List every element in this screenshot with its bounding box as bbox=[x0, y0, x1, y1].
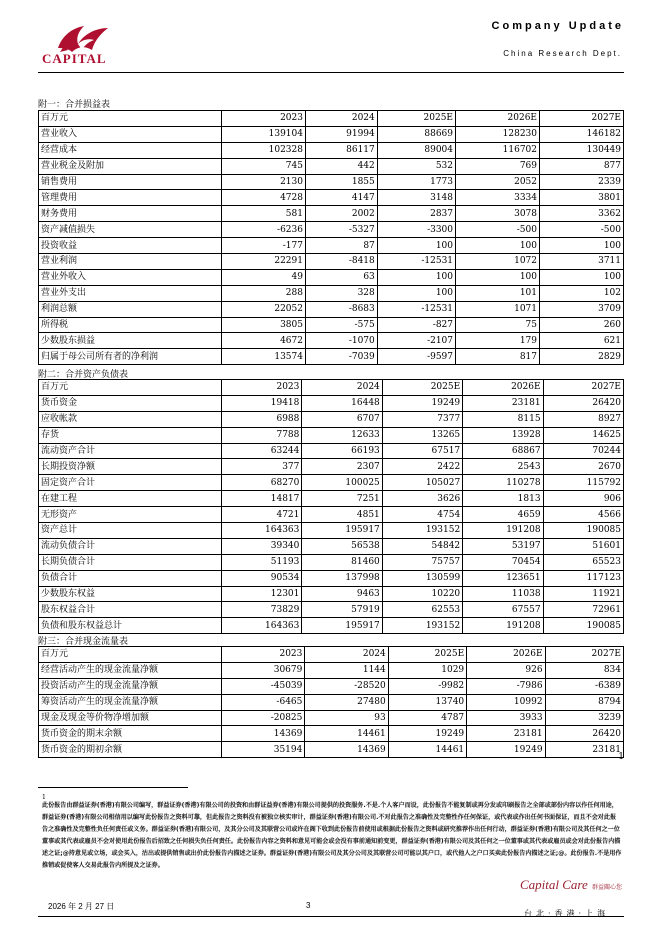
row-label: 营业外收入 bbox=[39, 269, 222, 285]
table-cell: 19249 bbox=[467, 742, 545, 758]
table-row bbox=[39, 238, 624, 254]
table-cell: -12531 bbox=[377, 254, 455, 270]
table-row bbox=[39, 254, 624, 270]
table-cell: 2422 bbox=[382, 459, 462, 475]
header-divider bbox=[38, 72, 624, 73]
table-cell: 4659 bbox=[463, 507, 543, 523]
year-header: 2023 bbox=[222, 111, 306, 127]
table-cell: 88669 bbox=[377, 126, 455, 142]
table-cell: 4672 bbox=[222, 333, 306, 349]
row-label: 经营活动产生的现金流量净额 bbox=[39, 662, 222, 678]
table-cell: 105027 bbox=[382, 475, 462, 491]
cash-flow-title: 附三：合并现金流量表 bbox=[38, 637, 129, 647]
table-cell: 123651 bbox=[463, 570, 543, 586]
table-cell: 2837 bbox=[377, 206, 455, 222]
table-cell: 49 bbox=[222, 269, 306, 285]
table-cell: -6236 bbox=[222, 222, 306, 238]
table-cell: 65523 bbox=[543, 554, 623, 570]
table-cell: -28520 bbox=[305, 678, 388, 694]
table-cell: 110278 bbox=[463, 475, 543, 491]
year-header: 2026E bbox=[456, 111, 540, 127]
table-cell: 195917 bbox=[302, 523, 382, 539]
row-label: 投资活动产生的现金流量净额 bbox=[39, 678, 222, 694]
table-cell: 70454 bbox=[463, 554, 543, 570]
table-cell: 13928 bbox=[463, 427, 543, 443]
table-row bbox=[39, 710, 624, 726]
table-cell: 7251 bbox=[302, 491, 382, 507]
table-cell: -7986 bbox=[467, 678, 545, 694]
row-label: 归属于母公司所有者的净利润 bbox=[39, 349, 222, 365]
table-cell: 2670 bbox=[543, 459, 623, 475]
table-header-row bbox=[39, 111, 624, 127]
table-cell: 4721 bbox=[222, 507, 302, 523]
unit-label: 百万元 bbox=[39, 111, 222, 127]
table-cell: 834 bbox=[545, 662, 623, 678]
table-cell: 11038 bbox=[463, 586, 543, 602]
row-label: 货币资金 bbox=[39, 395, 222, 411]
table-cell: 906 bbox=[543, 491, 623, 507]
table-cell: -1070 bbox=[305, 333, 377, 349]
table-cell: 70244 bbox=[543, 443, 623, 459]
table-cell: 745 bbox=[222, 158, 306, 174]
table-cell: -9982 bbox=[388, 678, 466, 694]
table-cell: 3709 bbox=[540, 301, 624, 317]
table-row bbox=[39, 443, 624, 459]
table-cell: 10992 bbox=[467, 694, 545, 710]
table-row bbox=[39, 507, 624, 523]
table-cell: 532 bbox=[377, 158, 455, 174]
table-cell: -177 bbox=[222, 238, 306, 254]
table-cell: 14369 bbox=[222, 726, 305, 742]
table-cell: 1144 bbox=[305, 662, 388, 678]
unit-label: 百万元 bbox=[39, 647, 222, 663]
row-label: 营业外支出 bbox=[39, 285, 222, 301]
footer-divider bbox=[38, 916, 624, 917]
row-label: 营业收入 bbox=[39, 126, 222, 142]
table-cell: 877 bbox=[540, 158, 624, 174]
row-label: 长期投资净额 bbox=[39, 459, 222, 475]
footer-cities: 台北·香港·上海 bbox=[524, 909, 610, 918]
table-cell: 3078 bbox=[456, 206, 540, 222]
row-label: 财务费用 bbox=[39, 206, 222, 222]
balance-sheet-title: 附二：合并资产负债表 bbox=[38, 370, 129, 380]
table-cell: 27480 bbox=[305, 694, 388, 710]
table-cell: 2307 bbox=[302, 459, 382, 475]
table-cell: 146182 bbox=[540, 126, 624, 142]
table-cell: 13574 bbox=[222, 349, 306, 365]
table-cell: 2002 bbox=[305, 206, 377, 222]
table-cell: 100 bbox=[540, 269, 624, 285]
table-cell: 12633 bbox=[302, 427, 382, 443]
table-cell: 442 bbox=[305, 158, 377, 174]
table-row bbox=[39, 174, 624, 190]
table-cell: -12531 bbox=[377, 301, 455, 317]
table-row bbox=[39, 742, 624, 758]
unit-label: 百万元 bbox=[39, 380, 222, 396]
table-cell: 57919 bbox=[302, 602, 382, 618]
year-header: 2023 bbox=[222, 380, 302, 396]
table-cell: -6465 bbox=[222, 694, 305, 710]
table-cell: 193152 bbox=[382, 618, 462, 634]
row-label: 营业利润 bbox=[39, 254, 222, 270]
table-cell: 10220 bbox=[382, 586, 462, 602]
table-cell: 3805 bbox=[222, 317, 306, 333]
row-label: 资产总计 bbox=[39, 523, 222, 539]
table-row bbox=[39, 586, 624, 602]
table-cell: 581 bbox=[222, 206, 306, 222]
table-row bbox=[39, 158, 624, 174]
disclaimer-text: 此份报告由群益证券(香港)有限公司编写，群益证券(香港)有限公司的投资和由群证益券(香港)有限公司提供的投资服务.不是.个人客户而设，此份报告不能复制或再分发或印刷报告之全部或部份内容以作任何用途，群益证券(香港)有限公司相信用以编写此份报告之资料可靠，但此报告之资料没有被独立核实审计，群益证券(香港)有限公司.不对此报告之准确性及完整性作任何保证，或代表或作出任何书面保证，而且不会对此报告之准确性及完整性负任何责任或义务。群益证券(香港)有限公司，及其分公司及其联营公司或许在阁下收到此份报告前使用或根据此份报告之资料或研究推荐作出任何行动，群益证券(香港)有限公司及其任何之一位董事或其代表或雇员不会对使用此份报告后招致之任何损失负任何责任。此份报告内容之资料和意见可能会或会没有事前通知前变更，群益证券(香港)有限公司及其任何之一位董事或其代表或雇员或会对此份报告内描述之证;@持意见或立场，或会买入，沽出或提供销售或出价此份报告内描述之证券。群益证券(香港)有限公司及其分公司及其联营公司可能以其户口，或代他人之户口买卖此份报告内描述之证;@。此份报告.不是用作推销或促使客人交易此报告内所提及之证券。 bbox=[42, 802, 622, 869]
table-cell: -8418 bbox=[305, 254, 377, 270]
year-header: 2027E bbox=[543, 380, 623, 396]
table-header-row bbox=[39, 380, 624, 396]
table-row bbox=[39, 662, 624, 678]
table-row bbox=[39, 570, 624, 586]
table-cell: 86117 bbox=[305, 142, 377, 158]
table-cell: 14625 bbox=[543, 427, 623, 443]
table-cell: 769 bbox=[456, 158, 540, 174]
table-cell: 12301 bbox=[222, 586, 302, 602]
row-label: 投资收益 bbox=[39, 238, 222, 254]
table-cell: 260 bbox=[540, 317, 624, 333]
table-cell: 4787 bbox=[388, 710, 466, 726]
table-row bbox=[39, 333, 624, 349]
table-cell: 4147 bbox=[305, 190, 377, 206]
row-label: 固定资产合计 bbox=[39, 475, 222, 491]
row-label: 无形资产 bbox=[39, 507, 222, 523]
table-cell: 817 bbox=[456, 349, 540, 365]
table-cell: 101 bbox=[456, 285, 540, 301]
table-cell: 8115 bbox=[463, 411, 543, 427]
table-cell: 23181 bbox=[545, 742, 623, 758]
year-header: 2026E bbox=[467, 647, 545, 663]
table-cell: 3239 bbox=[545, 710, 623, 726]
table-cell: 30679 bbox=[222, 662, 305, 678]
year-header: 2025E bbox=[382, 380, 462, 396]
table-cell: 26420 bbox=[545, 726, 623, 742]
row-label: 少数股东损益 bbox=[39, 333, 222, 349]
table-header-row bbox=[39, 647, 624, 663]
table-row bbox=[39, 317, 624, 333]
row-label: 少数股东权益 bbox=[39, 586, 222, 602]
table-cell: 3933 bbox=[467, 710, 545, 726]
table-cell: 130599 bbox=[382, 570, 462, 586]
table-cell: 68270 bbox=[222, 475, 302, 491]
table-cell: 8927 bbox=[543, 411, 623, 427]
table-cell: 102328 bbox=[222, 142, 306, 158]
table-cell: 328 bbox=[305, 285, 377, 301]
table-cell: 3148 bbox=[377, 190, 455, 206]
table-cell: 4728 bbox=[222, 190, 306, 206]
table-cell: 19249 bbox=[382, 395, 462, 411]
row-label: 资产减值损失 bbox=[39, 222, 222, 238]
table-cell: 1773 bbox=[377, 174, 455, 190]
table-cell: -9597 bbox=[377, 349, 455, 365]
table-cell: 14461 bbox=[388, 742, 466, 758]
table-row bbox=[39, 554, 624, 570]
year-header: 2026E bbox=[463, 380, 543, 396]
table-row bbox=[39, 459, 624, 475]
header-title: Company Update bbox=[491, 20, 624, 32]
table-cell: 116702 bbox=[456, 142, 540, 158]
table-cell: 130449 bbox=[540, 142, 624, 158]
table-cell: -500 bbox=[456, 222, 540, 238]
table-cell: 191208 bbox=[463, 523, 543, 539]
table-cell: 62553 bbox=[382, 602, 462, 618]
table-cell: 100 bbox=[377, 238, 455, 254]
income-statement-title: 附一：合并损益表 bbox=[38, 100, 111, 110]
row-label: 流动资产合计 bbox=[39, 443, 222, 459]
row-label: 长期负债合计 bbox=[39, 554, 222, 570]
table-cell: 90534 bbox=[222, 570, 302, 586]
table-cell: 14461 bbox=[305, 726, 388, 742]
table-cell: 23181 bbox=[467, 726, 545, 742]
table-cell: 7788 bbox=[222, 427, 302, 443]
capital-care-tagline: 群益關心您 bbox=[592, 884, 623, 891]
year-header: 2025E bbox=[377, 111, 455, 127]
table-cell: 1813 bbox=[463, 491, 543, 507]
table-cell: 23181 bbox=[463, 395, 543, 411]
table-cell: -8683 bbox=[305, 301, 377, 317]
table-cell: 14817 bbox=[222, 491, 302, 507]
table-cell: 102 bbox=[540, 285, 624, 301]
table-cell: 164363 bbox=[222, 523, 302, 539]
table-cell: 926 bbox=[467, 662, 545, 678]
table-cell: -45039 bbox=[222, 678, 305, 694]
year-header: 2024 bbox=[305, 111, 377, 127]
table-row bbox=[39, 538, 624, 554]
balance-sheet-table bbox=[38, 379, 624, 634]
table-cell: 19418 bbox=[222, 395, 302, 411]
table-cell: 4851 bbox=[302, 507, 382, 523]
row-label: 货币资金的期初余额 bbox=[39, 742, 222, 758]
table-cell: 68867 bbox=[463, 443, 543, 459]
row-label: 现金及现金等价物净增加额 bbox=[39, 710, 222, 726]
cash-flow-table bbox=[38, 646, 624, 758]
footnote-divider bbox=[38, 787, 188, 788]
table-cell: 3626 bbox=[382, 491, 462, 507]
table-cell: 13740 bbox=[388, 694, 466, 710]
year-header: 2027E bbox=[545, 647, 623, 663]
footer-page-number: 3 bbox=[306, 901, 311, 910]
table-cell: 6707 bbox=[302, 411, 382, 427]
table-cell: 22052 bbox=[222, 301, 306, 317]
year-header: 2027E bbox=[540, 111, 624, 127]
year-header: 2023 bbox=[222, 647, 305, 663]
table-cell: 63 bbox=[305, 269, 377, 285]
table-row bbox=[39, 349, 624, 365]
table-cell: 2543 bbox=[463, 459, 543, 475]
table-row bbox=[39, 427, 624, 443]
table-row bbox=[39, 726, 624, 742]
table-row bbox=[39, 411, 624, 427]
row-label: 股东权益合计 bbox=[39, 602, 222, 618]
table-cell: 1071 bbox=[456, 301, 540, 317]
row-label: 负债合计 bbox=[39, 570, 222, 586]
table-cell: 51193 bbox=[222, 554, 302, 570]
table-cell: 190085 bbox=[543, 618, 623, 634]
table-cell: 67557 bbox=[463, 602, 543, 618]
table-cell: 190085 bbox=[543, 523, 623, 539]
table-cell: -7039 bbox=[305, 349, 377, 365]
footer-date: 2026 年 2 月 27 日 bbox=[48, 902, 115, 911]
table-row bbox=[39, 206, 624, 222]
table-row bbox=[39, 285, 624, 301]
table-cell: 139104 bbox=[222, 126, 306, 142]
table-cell: -500 bbox=[540, 222, 624, 238]
table-cell: 73829 bbox=[222, 602, 302, 618]
table-cell: 1072 bbox=[456, 254, 540, 270]
table-cell: 100 bbox=[377, 269, 455, 285]
table-cell: 2829 bbox=[540, 349, 624, 365]
table-cell: 35194 bbox=[222, 742, 305, 758]
year-header: 2024 bbox=[302, 380, 382, 396]
table-cell: 91994 bbox=[305, 126, 377, 142]
table-cell: 8794 bbox=[545, 694, 623, 710]
row-label: 货币资金的期末余额 bbox=[39, 726, 222, 742]
capital-care-logo: Capital Care bbox=[520, 877, 588, 892]
year-header: 2025E bbox=[388, 647, 466, 663]
table-cell: 13265 bbox=[382, 427, 462, 443]
table-cell: 81460 bbox=[302, 554, 382, 570]
table-row bbox=[39, 618, 624, 634]
table-cell: 63244 bbox=[222, 443, 302, 459]
table-row bbox=[39, 269, 624, 285]
table-cell: 39340 bbox=[222, 538, 302, 554]
table-cell: 11921 bbox=[543, 586, 623, 602]
table-cell: 2130 bbox=[222, 174, 306, 190]
table-cell: 67517 bbox=[382, 443, 462, 459]
table-cell: 3362 bbox=[540, 206, 624, 222]
table-row bbox=[39, 395, 624, 411]
table-cell: 193152 bbox=[382, 523, 462, 539]
table-row bbox=[39, 126, 624, 142]
row-label: 筹资活动产生的现金流量净额 bbox=[39, 694, 222, 710]
table-row bbox=[39, 491, 624, 507]
table-cell: 3801 bbox=[540, 190, 624, 206]
row-label: 经营成本 bbox=[39, 142, 222, 158]
table-cell: 2339 bbox=[540, 174, 624, 190]
table-cell: 7377 bbox=[382, 411, 462, 427]
table-cell: 19249 bbox=[388, 726, 466, 742]
table-cell: 100025 bbox=[302, 475, 382, 491]
table-row bbox=[39, 222, 624, 238]
table-cell: 377 bbox=[222, 459, 302, 475]
table-cell: -827 bbox=[377, 317, 455, 333]
table-cell: 2052 bbox=[456, 174, 540, 190]
table-cell: 9463 bbox=[302, 586, 382, 602]
table-cell: 117123 bbox=[543, 570, 623, 586]
table-cell: 1855 bbox=[305, 174, 377, 190]
table-cell: 115792 bbox=[543, 475, 623, 491]
table-cell: 93 bbox=[305, 710, 388, 726]
table-row bbox=[39, 694, 624, 710]
row-label: 存货 bbox=[39, 427, 222, 443]
row-label: 应收帐款 bbox=[39, 411, 222, 427]
table-cell: 6988 bbox=[222, 411, 302, 427]
year-header: 2024 bbox=[305, 647, 388, 663]
table-cell: -5327 bbox=[305, 222, 377, 238]
table-cell: -20825 bbox=[222, 710, 305, 726]
row-label: 负债和股东权益总计 bbox=[39, 618, 222, 634]
table-cell: 22291 bbox=[222, 254, 306, 270]
table-row bbox=[39, 475, 624, 491]
table-cell: 26420 bbox=[543, 395, 623, 411]
table-cell: 164363 bbox=[222, 618, 302, 634]
table-cell: 75757 bbox=[382, 554, 462, 570]
table-cell: 87 bbox=[305, 238, 377, 254]
table-cell: 54842 bbox=[382, 538, 462, 554]
table-cell: 4754 bbox=[382, 507, 462, 523]
table-cell: 75 bbox=[456, 317, 540, 333]
table-cell: 14369 bbox=[305, 742, 388, 758]
table-cell: -3300 bbox=[377, 222, 455, 238]
footnote-mark: 1 bbox=[42, 794, 46, 801]
table-row bbox=[39, 142, 624, 158]
header-subtitle: China Research Dept. bbox=[503, 49, 622, 58]
table-row bbox=[39, 678, 624, 694]
row-label: 在建工程 bbox=[39, 491, 222, 507]
row-label: 所得税 bbox=[39, 317, 222, 333]
table-row bbox=[39, 301, 624, 317]
table-cell: 100 bbox=[377, 285, 455, 301]
table-cell: 3334 bbox=[456, 190, 540, 206]
table-cell: 621 bbox=[540, 333, 624, 349]
table-cell: -6389 bbox=[545, 678, 623, 694]
page-marker: 1 bbox=[618, 752, 624, 762]
table-row bbox=[39, 602, 624, 618]
table-cell: 53197 bbox=[463, 538, 543, 554]
income-statement-table bbox=[38, 110, 624, 365]
row-label: 流动负债合计 bbox=[39, 538, 222, 554]
table-cell: 128230 bbox=[456, 126, 540, 142]
table-cell: 3711 bbox=[540, 254, 624, 270]
table-row bbox=[39, 190, 624, 206]
table-cell: 72961 bbox=[543, 602, 623, 618]
table-cell: 16448 bbox=[302, 395, 382, 411]
table-cell: 100 bbox=[456, 238, 540, 254]
row-label: 营业税金及附加 bbox=[39, 158, 222, 174]
table-cell: 89004 bbox=[377, 142, 455, 158]
table-cell: 288 bbox=[222, 285, 306, 301]
table-cell: 100 bbox=[456, 269, 540, 285]
logo-text: CAPITAL bbox=[42, 51, 107, 66]
table-cell: 100 bbox=[540, 238, 624, 254]
table-cell: -575 bbox=[305, 317, 377, 333]
table-row bbox=[39, 523, 624, 539]
row-label: 销售费用 bbox=[39, 174, 222, 190]
table-cell: 56538 bbox=[302, 538, 382, 554]
table-cell: 4566 bbox=[543, 507, 623, 523]
row-label: 管理费用 bbox=[39, 190, 222, 206]
table-cell: 1029 bbox=[388, 662, 466, 678]
table-cell: 51601 bbox=[543, 538, 623, 554]
table-cell: 191208 bbox=[463, 618, 543, 634]
table-cell: 195917 bbox=[302, 618, 382, 634]
table-cell: 66193 bbox=[302, 443, 382, 459]
table-cell: 179 bbox=[456, 333, 540, 349]
row-label: 利润总额 bbox=[39, 301, 222, 317]
table-cell: -2107 bbox=[377, 333, 455, 349]
table-cell: 137998 bbox=[302, 570, 382, 586]
